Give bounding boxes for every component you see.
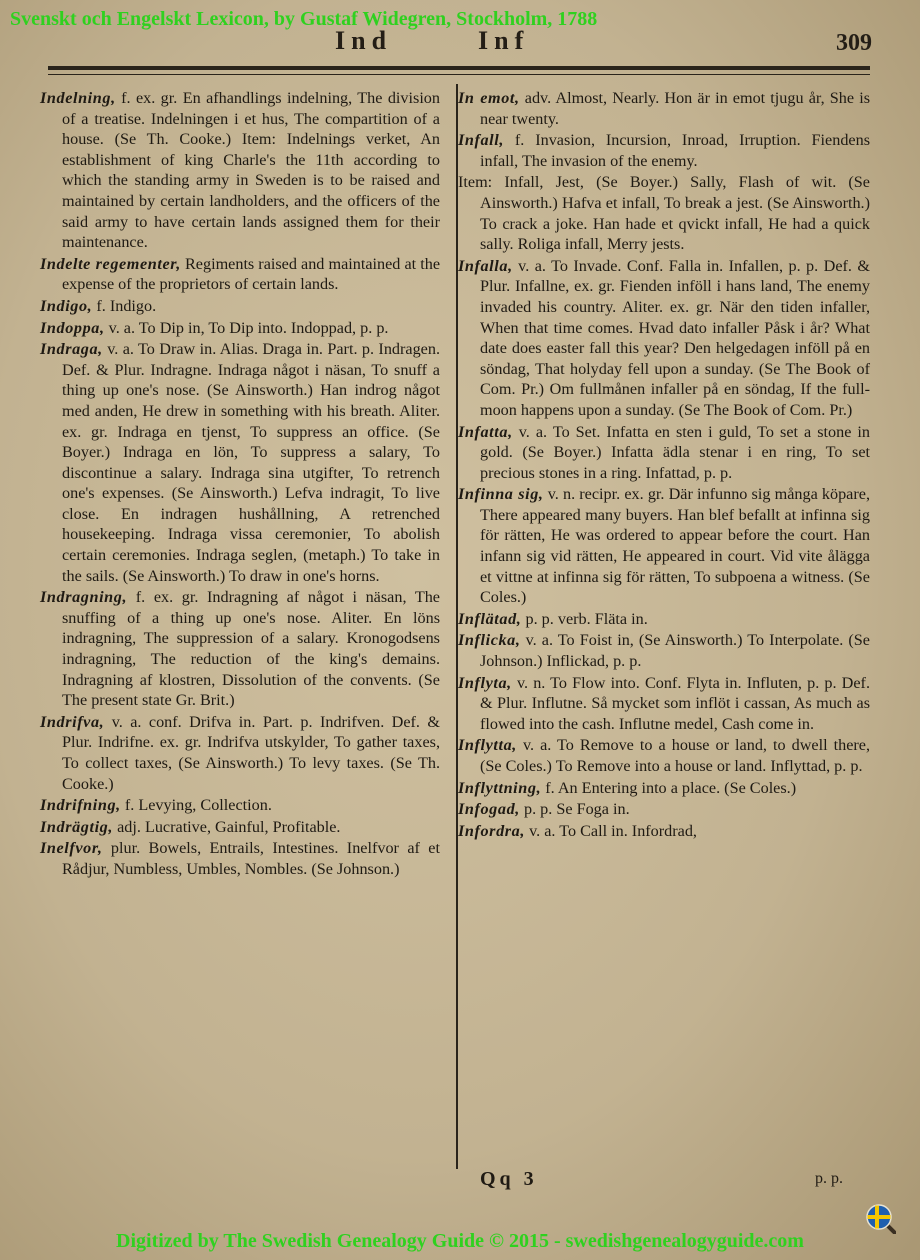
running-head-right: Inf — [478, 26, 530, 55]
entry-definition: f. Invasion, Incursion, Inroad, Irruption. Fiendens infall, The invasion of the enemy. — [480, 131, 870, 170]
entry-headword: Inflicka, — [458, 631, 521, 650]
entry-headword: Inelfvor, — [40, 839, 103, 858]
right-column-entry — [458, 778, 870, 799]
entry-headword: Indoppa, — [40, 318, 105, 337]
entry-headword: Indrifva, — [40, 712, 105, 731]
right-column-entry — [458, 256, 870, 421]
right-column-entry — [458, 172, 870, 254]
entry-headword: Infalla, — [458, 256, 513, 275]
entry-definition: v. a. To Draw in. Alias. Draga in. Part. p. Indragen. Def. & Plur. Indragne. Indraga något i näsan, To snuff a thing up one's nose. (Se Ainsworth.) Han indrog något med anden, He drew in something with his breath. Aliter. ex. gr. Indraga en tjenst, To suppress an office. (Se Boyer.) Indraga en lön, To suppress a salary, To discontinue a salary. Indraga sina utgifter, To retrench one's expenses. (Se Ainsworth.) Lefva indragit, To live close. En indragen hushållning, A retrenched housekeeping. Indraga vissa ceremonier, To abolish certain ceremonies. Indraga seglen, (metaph.) To take in the sails. (Se Ainsworth.) To draw in one's horns. — [62, 340, 440, 585]
entry-definition: f. Levying, Collection. — [120, 796, 272, 815]
page-number: 309 — [836, 30, 872, 56]
right-column-entry — [458, 821, 870, 842]
left-column-entry — [40, 587, 440, 711]
entry-definition: p. p. verb. Fläta in. — [521, 609, 648, 628]
left-column-entry — [40, 712, 440, 794]
left-column-entry — [40, 254, 440, 295]
entry-definition: v. a. To Dip in, To Dip into. Indoppad, p. p. — [104, 318, 389, 337]
entry-headword: Infinna sig, — [458, 485, 544, 504]
entry-headword: Indragning, — [40, 588, 128, 607]
entry-headword: In emot, — [458, 89, 520, 107]
running-head — [0, 26, 920, 56]
left-column-entry — [40, 838, 440, 879]
entry-definition: v. n. To Flow into. Conf. Flyta in. Influten, p. p. Def. & Plur. Influtne. Så mycket som inflöt i cassan, As much as flowed into the cash. Influtne medel, Cash come in. — [480, 673, 870, 733]
header-rule-thin — [48, 74, 870, 75]
left-column-entry — [40, 318, 440, 339]
entry-definition: f. ex. gr. Indragning af något i näsan, The snuffing of a thing up one's nose. Aliter. En löns indragning, The suppression of a salary. Kronogodsens indragning, The reduction of the king's demains. Indragning af klostren, Dissolution of the convents. (Se The present state Gr. Brit.) — [62, 588, 440, 710]
right-column-entry — [458, 630, 870, 671]
entry-headword: Infogad, — [458, 800, 520, 819]
entry-headword: Inflyttning, — [458, 778, 542, 797]
entry-headword: Indrifning, — [40, 796, 121, 815]
left-column — [40, 88, 440, 881]
left-column-entry — [40, 296, 440, 317]
entry-definition: v. n. recipr. ex. gr. Där infunno sig många köpare, There appeared many buyers. Han blef befallt at infinna sig för rätten, He was ordered to appear before the court. Han infann sig vid rätten, He appeared in court. Vid vite ålägga et vittne at infinna sig för rätten, To subpoena a witness. (Se Coles.) — [480, 485, 870, 607]
right-column-entry — [458, 130, 870, 171]
digitization-title-banner: Svenskt och Engelskt Lexicon, by Gustaf Widegren, Stockholm, 1788 — [10, 8, 598, 30]
entry-definition: v. a. To Remove to a house or land, to dwell there, (Se Coles.) To Remove into a house or land. Inflyttad, p. p. — [480, 736, 870, 775]
entry-headword: Indelning, — [40, 89, 116, 107]
entry-headword: Infall, — [458, 131, 505, 150]
entry-definition: v. a. To Invade. Conf. Falla in. Infallen, p. p. Def. & Plur. Infallne, ex. gr. Fienden inföll i hans land, The enemy invaded his country. Aliter. ex. gr. När den tiden infaller, When that time comes. Hvad dato infaller Påsk i år? What date does easter fall this year? Den helgedagen inföll på en söndag, That holyday fell upon a sunday. (Se The Book of Com. Pr.) Om fullmånen infaller på en söndag, If the full-moon happens upon a sunday. (Se The Book of Com. Pr.) — [480, 256, 870, 419]
entry-definition: v. a. conf. Drifva in. Part. p. Indrifven. Def. & Plur. Indrifne. ex. gr. Indrifva utskylder, To gather taxes, To collect taxes, (Se Ainsworth.) To levy taxes. (Se Th. Cooke.) — [62, 712, 440, 793]
signature-mark: Qq 3 — [480, 1168, 538, 1190]
entry-headword: Inflätad, — [458, 609, 522, 628]
entry-definition: adj. Lucrative, Gainful, Profitable. — [113, 817, 341, 836]
left-column-entry — [40, 339, 440, 586]
right-column — [458, 88, 870, 842]
entry-headword: Infordra, — [458, 821, 526, 840]
entry-definition: p. p. Se Foga in. — [519, 800, 630, 819]
running-head-left: Ind — [335, 26, 393, 55]
entry-headword: Indelte regementer, — [40, 254, 181, 273]
entry-headword: Inflytta, — [458, 736, 517, 755]
entry-headword: Infatta, — [458, 422, 513, 441]
entry-headword: Inflyta, — [458, 673, 512, 692]
right-column-entry — [458, 673, 870, 735]
right-column-entry — [458, 799, 870, 820]
entry-definition: v. a. To Set. Infatta en sten i guld, To set a stone in gold. (Se Boyer.) Infatta ädla stenar i en ring, To set precious stones in a ring. Infattad, p. p. — [480, 422, 870, 482]
header-rule — [48, 66, 870, 70]
swedish-flag-magnifier-icon[interactable] — [866, 1204, 896, 1234]
right-column-entry — [458, 735, 870, 776]
entry-headword: Indraga, — [40, 340, 103, 359]
entry-definition: v. a. To Call in. Infordrad, — [525, 821, 697, 840]
entry-definition: f. Indigo. — [92, 296, 157, 315]
right-column-entry — [458, 422, 870, 484]
entry-definition: f. An Entering into a place. (Se Coles.) — [541, 778, 797, 797]
digitization-credit-banner: Digitized by The Swedish Genealogy Guide © 2015 - swedishgenealogyguide.com — [116, 1230, 804, 1252]
entry-definition: f. ex. gr. En afhandlings indelning, The division of a treatise. Indelningen i et hus, The compartition of a house. (Se Th. Cooke.) Item: Indelnings verket, An establishment of king Charle's the 11th according to which the standing army in Sweden is to be raised and maintained by certain landholders, and the officers of the said army to have certain lands assigned them for their maintenance. — [62, 89, 440, 252]
entry-definition: adv. Almost, Nearly. Hon är in emot tjugu år, She is near twenty. — [480, 89, 870, 128]
entry-headword: Indrägtig, — [40, 817, 114, 836]
catchword: p. p. — [815, 1170, 843, 1187]
left-column-entry — [40, 817, 440, 838]
entry-definition: Item: Infall, Jest, (Se Boyer.) Sally, Flash of wit. (Se Ainsworth.) Hafva et infall, To break a jest. (Se Ainsworth.) To crack a joke. Han hade et qvickt infall, He had a quick sally. Roliga infall, Merry jests. — [458, 173, 870, 254]
entry-headword: Indigo, — [40, 296, 93, 315]
right-column-entry — [458, 88, 870, 129]
right-column-entry — [458, 609, 870, 630]
entry-definition: plur. Bowels, Entrails, Intestines. Inelfvor af et Rådjur, Numbless, Umbles, Nombles. (Se Johnson.) — [62, 839, 440, 878]
entry-definition: v. a. To Foist in, (Se Ainsworth.) To Interpolate. (Se Johnson.) Inflickad, p. p. — [480, 631, 870, 671]
entry-definition: Regiments raised and maintained at the expense of the proprietors of certain lands. — [62, 254, 441, 294]
left-column-entry — [40, 88, 440, 253]
left-column-entry — [40, 795, 440, 816]
right-column-entry — [458, 484, 870, 608]
